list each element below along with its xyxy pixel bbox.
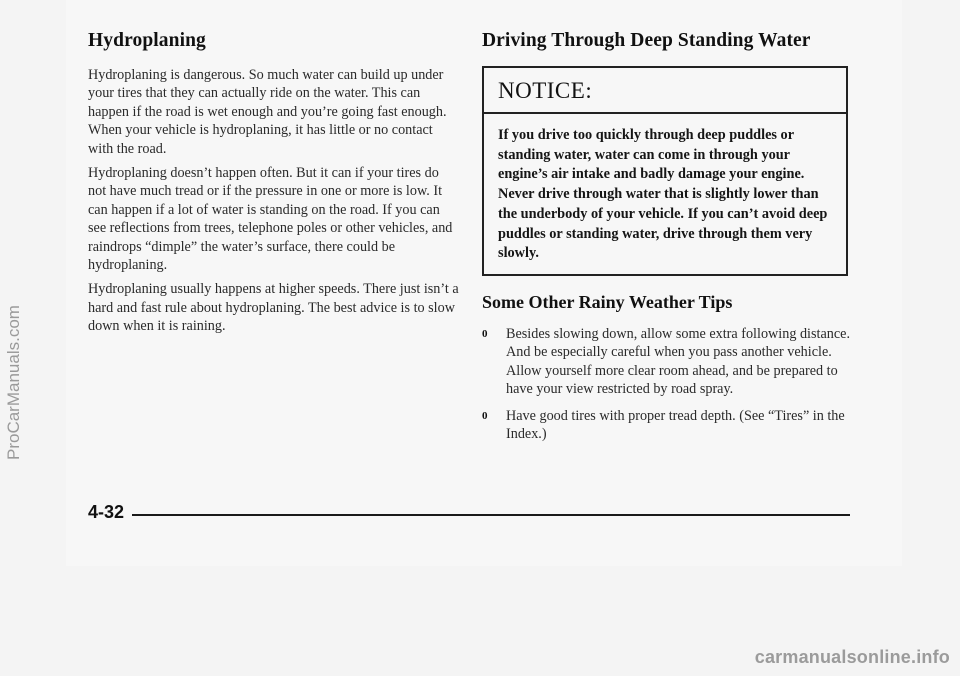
list-item-text: Have good tires with proper tread depth. (See “Tires” in the Index.) bbox=[506, 407, 845, 442]
hydroplaning-paragraph-1: Hydroplaning is dangerous. So much water can build up under your tires that they can actually ride on the water. This can happen if the road is wet enough and you’re going fast enough. When your vehicle is hydroplaning, it has little or no contact with the road. bbox=[88, 67, 447, 157]
page-footer bbox=[88, 502, 850, 526]
hydroplaning-paragraph-2: Hydroplaning doesn’t happen often. But it can if your tires do not have much tread or if the pressure in one or more is low. It can happen if a lot of water is standing on the road. If you can see reflections from trees, telephone poles or other vehicles, and raindrops “dimple” the water’s surface, there could be hydroplaning. bbox=[88, 165, 453, 274]
list-item bbox=[482, 407, 854, 444]
bullet-icon: 0 bbox=[482, 409, 488, 422]
notice-title: NOTICE: bbox=[484, 68, 846, 114]
bullet-icon: 0 bbox=[482, 327, 488, 340]
page-number: 4-32 bbox=[88, 502, 125, 522]
rainy-tips-list bbox=[482, 325, 854, 443]
rainy-tips-heading: Some Other Rainy Weather Tips bbox=[482, 291, 733, 312]
right-column bbox=[482, 30, 854, 451]
deep-water-heading: Driving Through Deep Standing Water bbox=[482, 30, 811, 51]
hydroplaning-paragraph-3: Hydroplaning usually happens at higher speeds. There just isn’t a hard and fast rule about hydroplaning. The best advice is to slow down when it is raining. bbox=[88, 281, 459, 335]
list-item bbox=[482, 325, 854, 399]
hydroplaning-heading: Hydroplaning bbox=[88, 30, 206, 51]
left-column bbox=[88, 30, 460, 342]
footer-rule bbox=[132, 514, 850, 516]
notice-body: If you drive too quickly through deep puddles or standing water, water can come in through your engine’s air intake and badly damage your engine. Never drive through water that is slightly lower than the underbody of your vehicle. If you can’t avoid deep puddles or standing water, drive through them very slowly. bbox=[498, 127, 828, 262]
notice-box bbox=[482, 66, 848, 276]
side-watermark: ProCarManuals.com bbox=[4, 305, 23, 460]
bottom-watermark: carmanualsonline.info bbox=[754, 647, 950, 667]
list-item-text: Besides slowing down, allow some extra following distance. And be especially careful when you pass another vehicle. Allow yourself more clear room ahead, and be prepared to have your view restricted by road spray. bbox=[506, 325, 850, 398]
